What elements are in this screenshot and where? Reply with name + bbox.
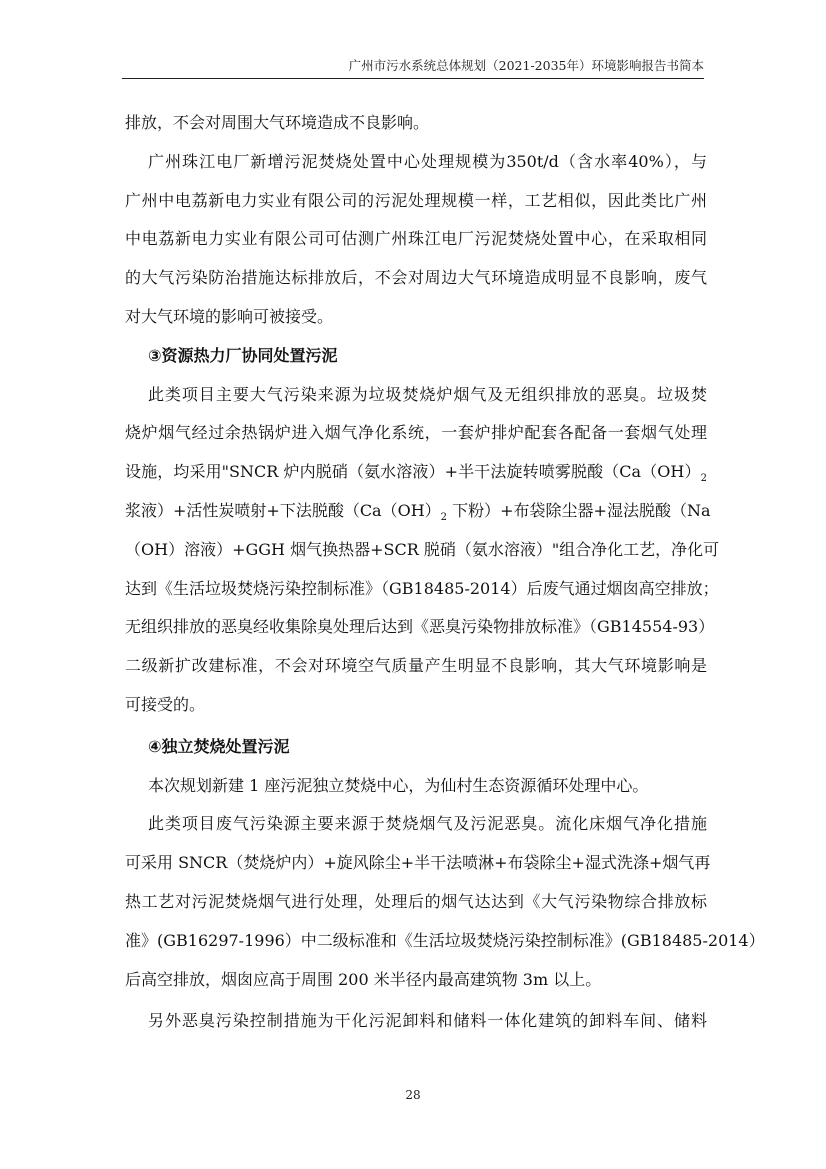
text-line: 达到《生活垃圾焚烧污染控制标准》（GB18485-2014）后废气通过烟囱高空排放； — [125, 578, 719, 598]
text-line: 二级新扩改建标准，不会对环境空气质量产生明显不良影响，其大气环境影响是 — [125, 656, 707, 676]
text-line: 设施，均采用"SNCR 炉内脱硝（氨水溶液）+半干法旋转喷雾脱酸（$Ca(OH)_2$ — [125, 462, 707, 485]
text-line: 另外恶臭污染控制措施为干化污泥卸料和储料一体化建筑的卸料车间、储料 — [148, 1011, 707, 1031]
text-line: 对大气环境的影响可被接受。 — [125, 306, 334, 326]
text-line: 烧炉烟气经过余热锅炉进入烟气净化系统，一套炉排炉配套各配备一套烟气处理 — [125, 423, 707, 443]
document-body — [125, 104, 765, 1041]
subscript: 2 — [440, 511, 448, 523]
page-number: 28 — [405, 1088, 421, 1102]
text-line: 可采用 SNCR（焚烧炉内）+旋风除尘+半干法喷淋+布袋除尘+湿式洗涤+烟气再 — [125, 853, 711, 873]
running-header: 广州市污水系统总体规划（2021-2035年）环境影响报告书简本 — [348, 58, 704, 73]
text-line: 中电荔新电力实业有限公司可估测广州珠江电厂污泥焚烧处置中心，在采取相同 — [125, 229, 707, 249]
text-line: 此类项目废气污染源主要来源于焚烧烟气及污泥恶臭。流化床烟气净化措施 — [148, 814, 707, 834]
text-line: 后高空排放，烟囱应高于周围 200 米半径内最高建筑物 3m 以上。 — [125, 969, 602, 989]
text-line: 浆液）+活性炭喷射+下法脱酸（$Ca(OH)_2$ 下粉）+布袋除尘器+湿法脱酸（Na — [125, 500, 711, 523]
text-line: 无组织排放的恶臭经收集除臭处理后达到《恶臭污染物排放标准》（GB14554-93） — [125, 617, 715, 637]
text-line: 准》(GB16297-1996）中二级标准和《生活垃圾焚烧污染控制标准》(GB18485-2014） — [125, 930, 765, 950]
text-line: 此类项目主要大气污染来源为垃圾焚烧炉烟气及无组织排放的恶臭。垃圾焚 — [148, 384, 707, 404]
header-rule — [122, 78, 704, 79]
text-line: 可接受的。 — [125, 694, 206, 714]
text-line: 的大气污染防治措施达标排放后，不会对周边大气环境造成明显不良影响，废气 — [125, 268, 707, 288]
text-line: 本次规划新建 1 座污泥独立焚烧中心，为仙村生态资源循环处理中心。 — [148, 775, 649, 795]
section-heading: ③资源热力厂协同处置污泥 — [148, 345, 338, 365]
text-line: （OH）溶液）+GGH 烟气换热器+SCR 脱硝（氨水溶液）"组合净化工艺，净化可 — [125, 539, 720, 559]
text-line: 广州珠江电厂新增污泥焚烧处置中心处理规模为350t/d（含水率40%），与 — [148, 151, 707, 171]
text-line: 热工艺对污泥焚烧烟气进行处理，处理后的烟气达达到《大气污染物综合排放标 — [125, 891, 707, 911]
text-line: 排放，不会对周围大气环境造成不良影响。 — [125, 113, 430, 132]
text-line: 广州中电荔新电力实业有限公司的污泥处理规模一样，工艺相似，因此类比广州 — [125, 190, 707, 210]
section-heading: ④独立焚烧处置污泥 — [148, 736, 290, 756]
subscript: 2 — [700, 473, 707, 485]
